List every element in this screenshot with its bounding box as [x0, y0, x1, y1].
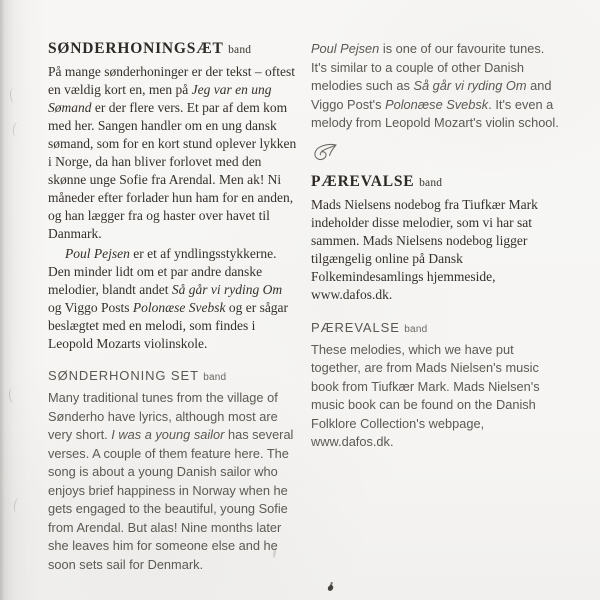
left-column — [48, 40, 298, 574]
danish-paragraph-2: Poul Pejsen er et af yndlingsstykkerne. Den minder lidt om et par andre danske melodier, blandt andet Så går vi ryding Om og Viggo Posts Polonæse Svebsk og er sågar beslægtet med en melodi, som findes i Leopold Mozarts violinskole. — [48, 246, 289, 351]
fleuron-icon — [311, 142, 561, 164]
ink-speck — [327, 584, 334, 591]
section-heading-danish — [311, 173, 561, 191]
english-paragraph: These melodies, which we have put together, are from Mads Nielsen's music book from Tiufkær Mark. Mads Nielsen's music book can be found on the Danish Folklore Collection's webpage, www.dafos.dk. — [311, 341, 540, 449]
section-heading-english — [311, 320, 561, 335]
poul-pejsen-english-section — [311, 40, 561, 133]
section-heading-danish — [48, 40, 298, 58]
section-heading-english — [48, 368, 298, 383]
heading-title: PÆREVALSE — [311, 172, 415, 190]
scan-ghost-mark — [12, 122, 22, 138]
english-paragraph: Many traditional tunes from the village of Sønderho have lyrics, although most are very short. I was a young sailor has several verses. A couple of them feature here. The song is about a young Danish sailor who enjoys brief happiness in Norway when he gets engaged to the beautiful, young Sofie from Arendal. But alas! Nine months later she leaves him for someone else and he soon sets sail for Denmark. — [48, 390, 294, 572]
sonderhoning-english-section — [48, 368, 298, 574]
danish-paragraph-1: På mange sønderhoninger er der tekst – oftest en vældig kort en, men på Jeg var en ung Sømand er der flere vers. Et par af dem kom med her. Sangen handler om en ung dansk sømand, som for en kort stund oplever lykken i Norge, da han bliver forlovet med den skønne unge Sofie fra Arendal. Men ak! Ni måneder efter forlader hun ham for en anden, og han lægger fra og haster over havet til Danmark. — [48, 64, 297, 241]
sonderhoning-danish-section — [48, 40, 298, 353]
heading-title: PÆREVALSE — [311, 319, 400, 335]
binding-shadow — [0, 0, 46, 600]
paerevalse-danish-section — [311, 173, 561, 304]
band-tag: band — [404, 323, 428, 335]
paerevalse-english-section — [311, 320, 561, 452]
right-column — [311, 40, 561, 452]
english-paragraph: Poul Pejsen is one of our favourite tunes. It's similar to a couple of other Danish melodies such as Så går vi ryding Om and Viggo Post's Polonæse Svebsk. It's even a melody from Leopold Mozart's violin school. — [311, 41, 559, 130]
band-tag: band — [228, 44, 252, 56]
scan-ghost-mark — [9, 88, 19, 104]
scan-ghost-mark — [13, 497, 23, 513]
heading-title: SØNDERHONINGSÆT — [48, 40, 224, 57]
band-tag: band — [419, 176, 443, 189]
danish-paragraph: Mads Nielsens nodebog fra Tiufkær Mark indeholder disse melodier, som vi har sat sammen. Mads Nielsens nodebog ligger tilgængelig online på Dansk Folkemindesamlings hjemmeside, www.dafos.dk. — [311, 196, 538, 302]
scan-ghost-mark — [8, 388, 18, 404]
heading-title: SØNDERHONING SET — [48, 368, 199, 383]
band-tag: band — [203, 372, 227, 383]
